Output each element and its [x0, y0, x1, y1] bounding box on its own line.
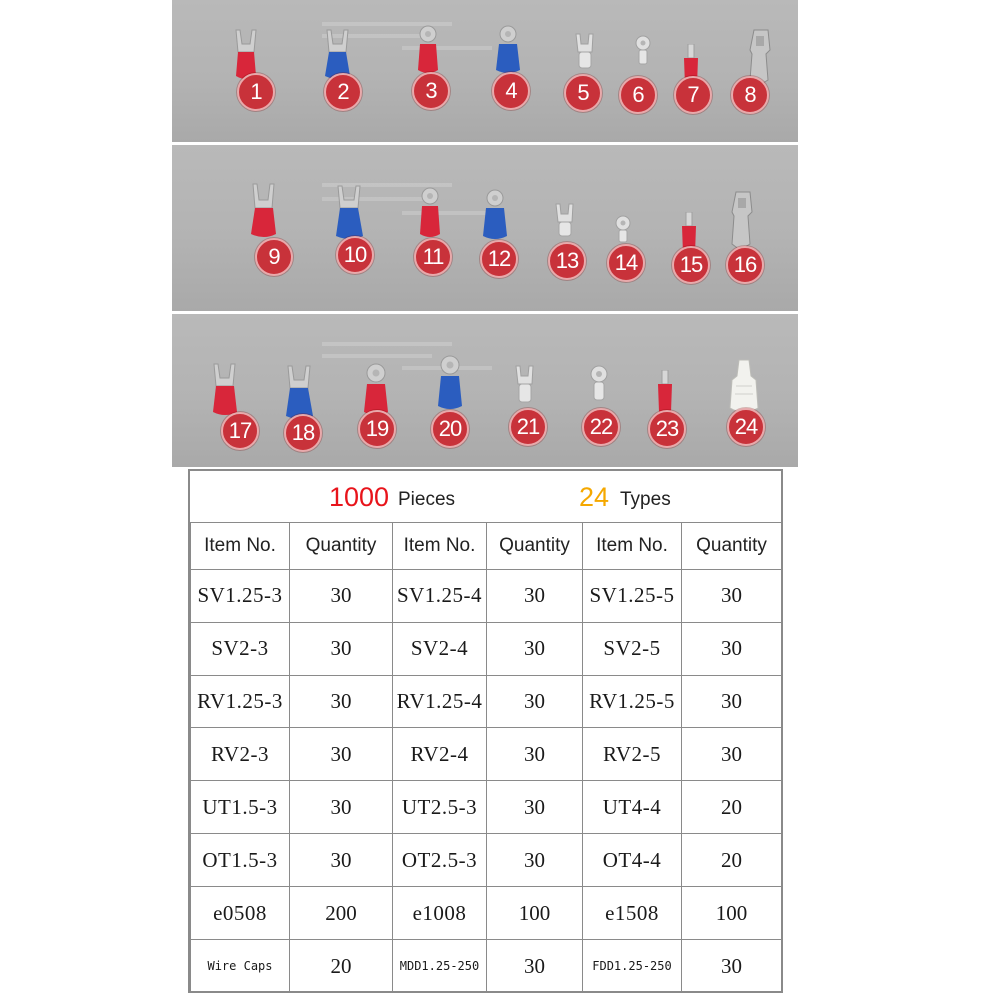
table-header-row — [191, 523, 782, 570]
number-badge: 13 — [548, 242, 586, 280]
item-number-cell: OT1.5-3 — [191, 834, 290, 887]
number-badge: 1 — [237, 73, 275, 111]
item-number-cell: RV2-5 — [583, 728, 682, 781]
quantity-cell: 100 — [487, 887, 583, 940]
quantity-cell: 20 — [290, 940, 393, 993]
quantity-cell: 30 — [290, 675, 393, 728]
bare-spade-terminal-icon — [550, 202, 580, 244]
item-number-cell: Wire Caps — [191, 940, 290, 993]
number-badge: 6 — [619, 76, 657, 114]
number-badge: 21 — [509, 408, 547, 446]
type-count-label: Types — [620, 489, 671, 510]
item-number-cell: e1008 — [393, 887, 487, 940]
number-badge: 16 — [726, 246, 764, 284]
table-row — [191, 569, 782, 622]
photo-strip-1 — [172, 0, 798, 142]
quantity-cell: 100 — [682, 887, 782, 940]
item-number-cell: UT1.5-3 — [191, 781, 290, 834]
quantity-cell: 30 — [487, 728, 583, 781]
number-badge: 17 — [221, 412, 259, 450]
column-header: Item No. — [393, 523, 487, 570]
piece-count-label: Pieces — [398, 489, 456, 510]
number-badge: 10 — [336, 236, 374, 274]
quantity-cell: 30 — [487, 940, 583, 993]
table-row — [191, 834, 782, 887]
item-number-cell: e1508 — [583, 887, 682, 940]
number-badge: 4 — [492, 72, 530, 110]
item-number-cell: FDD1.25-250 — [583, 940, 682, 993]
item-table — [190, 522, 782, 993]
table-row — [191, 675, 782, 728]
number-badge: 5 — [564, 74, 602, 112]
number-badge: 22 — [582, 408, 620, 446]
item-number-cell: RV1.25-5 — [583, 675, 682, 728]
number-badge: 15 — [672, 246, 710, 284]
summary-row — [190, 471, 781, 523]
item-number-cell: RV1.25-4 — [393, 675, 487, 728]
item-number-cell: SV1.25-4 — [393, 569, 487, 622]
blue-ring-terminal-icon — [478, 188, 512, 248]
item-number-cell: RV2-4 — [393, 728, 487, 781]
number-badge: 20 — [431, 410, 469, 448]
number-badge: 8 — [731, 76, 769, 114]
item-number-cell: OT2.5-3 — [393, 834, 487, 887]
column-header: Quantity — [487, 523, 583, 570]
quantity-cell: 30 — [487, 675, 583, 728]
number-badge: 11 — [414, 238, 452, 276]
item-number-cell: SV2-5 — [583, 622, 682, 675]
number-badge: 3 — [412, 72, 450, 110]
quantity-cell: 30 — [682, 728, 782, 781]
product-table — [188, 469, 783, 993]
quantity-cell: 30 — [682, 622, 782, 675]
quantity-cell: 30 — [682, 569, 782, 622]
table-row — [191, 940, 782, 993]
number-badge: 2 — [324, 73, 362, 111]
type-count: 24 — [579, 482, 610, 512]
item-number-cell: SV1.25-3 — [191, 569, 290, 622]
table-row — [191, 622, 782, 675]
quantity-cell: 30 — [290, 834, 393, 887]
column-header: Item No. — [583, 523, 682, 570]
table-row — [191, 728, 782, 781]
column-header: Item No. — [191, 523, 290, 570]
number-badge: 12 — [480, 240, 518, 278]
quantity-cell: 30 — [682, 940, 782, 993]
number-badge: 18 — [284, 414, 322, 452]
blue-ring-terminal-icon — [432, 354, 468, 416]
quantity-cell: 30 — [290, 622, 393, 675]
item-number-cell: MDD1.25-250 — [393, 940, 487, 993]
item-number-cell: SV1.25-5 — [583, 569, 682, 622]
male-disconnect-terminal-icon — [722, 190, 762, 254]
quantity-cell: 30 — [290, 569, 393, 622]
item-number-cell: e0508 — [191, 887, 290, 940]
bare-spade-terminal-icon — [568, 32, 602, 80]
quantity-cell: 30 — [487, 569, 583, 622]
quantity-cell: 30 — [487, 781, 583, 834]
photo-strip-3 — [172, 314, 798, 467]
quantity-cell: 30 — [290, 781, 393, 834]
number-badge: 7 — [674, 76, 712, 114]
quantity-cell: 20 — [682, 834, 782, 887]
quantity-cell: 30 — [682, 675, 782, 728]
quantity-cell: 20 — [682, 781, 782, 834]
item-number-cell: UT2.5-3 — [393, 781, 487, 834]
item-number-cell: RV1.25-3 — [191, 675, 290, 728]
quantity-cell: 200 — [290, 887, 393, 940]
item-number-cell: SV2-3 — [191, 622, 290, 675]
quantity-cell: 30 — [290, 728, 393, 781]
column-header: Quantity — [682, 523, 782, 570]
item-number-cell: OT4-4 — [583, 834, 682, 887]
red-spade-terminal-icon — [246, 182, 282, 246]
item-number-cell: RV2-3 — [191, 728, 290, 781]
number-badge: 24 — [727, 408, 765, 446]
number-badge: 14 — [607, 244, 645, 282]
bare-spade-terminal-icon — [510, 364, 540, 410]
piece-count: 1000 — [329, 482, 390, 512]
column-header: Quantity — [290, 523, 393, 570]
number-badge: 23 — [648, 410, 686, 448]
item-number-cell: SV2-4 — [393, 622, 487, 675]
table-row — [191, 887, 782, 940]
quantity-cell: 30 — [487, 834, 583, 887]
bare-ring-terminal-icon — [584, 364, 614, 410]
number-badge: 9 — [255, 238, 293, 276]
bare-ring-terminal-icon — [630, 34, 656, 80]
red-ring-terminal-icon — [414, 186, 446, 246]
quantity-cell: 30 — [487, 622, 583, 675]
item-number-cell: UT4-4 — [583, 781, 682, 834]
table-row — [191, 781, 782, 834]
number-badge: 19 — [358, 410, 396, 448]
